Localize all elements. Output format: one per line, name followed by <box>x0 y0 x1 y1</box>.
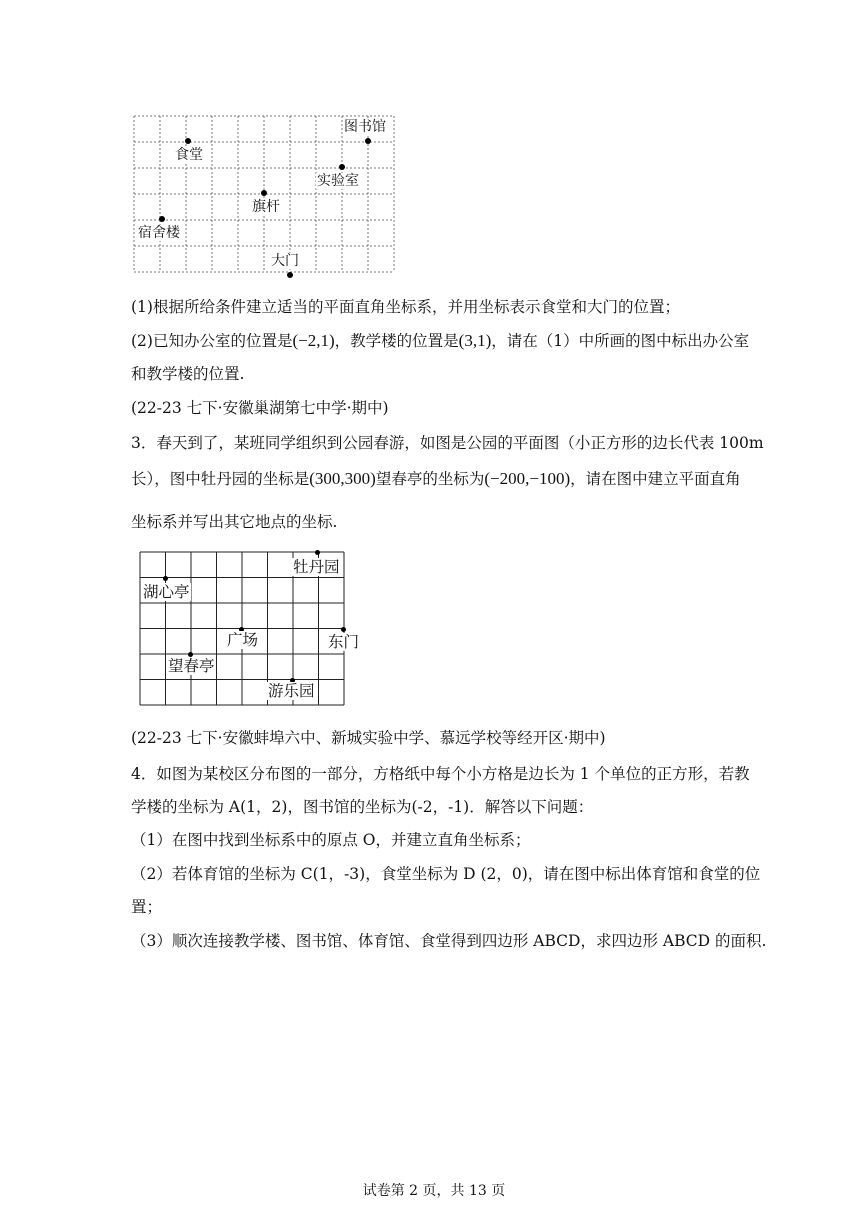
teaching-coord: (3,1) <box>458 331 492 350</box>
gate-point <box>287 272 293 278</box>
label-lake: 湖心亭 <box>143 583 190 601</box>
q3-line2-c: ，请在图中建立平面直角 <box>570 470 741 488</box>
q2-part2-a: (2)已知办公室的位置是 <box>131 332 293 350</box>
q2-part2-c: ，请在（1）中所画的图中标出办公室 <box>491 332 750 350</box>
label-pavilion: 望春亭 <box>168 657 215 675</box>
q4-line4: （2）若体育馆的坐标为 C(1，-3)，食堂坐标为 D (2，0)，请在图中标出体育馆和食堂的位 <box>131 865 761 883</box>
label-east-gate: 东门 <box>328 633 360 651</box>
q2-part1: (1)根据所给条件建立适当的平面直角坐标系，并用坐标表示食堂和大门的位置； <box>131 298 680 316</box>
label-library: 图书馆 <box>344 119 386 135</box>
library-point <box>365 138 371 144</box>
q3-line2-b: 望春亭的坐标为 <box>375 470 485 488</box>
q3-line1: 3．春天到了，某班同学组织到公园春游，如图是公园的平面图（小正方形的边长代表 100m <box>131 434 764 452</box>
label-park: 游乐园 <box>268 682 315 700</box>
q3-line2 <box>131 469 741 489</box>
q4-line5: 置； <box>131 898 163 916</box>
page-footer: 试卷第 2 页，共 13 页 <box>362 1183 506 1199</box>
dorm-point <box>159 216 165 222</box>
lake-point <box>163 576 168 581</box>
q2-part2-b: ，教学楼的位置是 <box>334 332 459 350</box>
label-peony: 牡丹园 <box>293 558 340 576</box>
peony-coord: (300,300) <box>309 469 376 488</box>
q3-line3: 坐标系并写出其它地点的坐标. <box>131 513 338 531</box>
label-lab: 实验室 <box>317 173 359 189</box>
q4-source: (22-23 七下·安徽蚌埠六中、新城实验中学、慕远学校等经开区·期中) <box>131 729 606 747</box>
q4-line3: （1）在图中找到坐标系中的原点 O，并建立直角坐标系； <box>131 831 531 849</box>
lab-point <box>339 164 345 170</box>
q2-part2-line1 <box>131 331 749 351</box>
q3-line2-a: 长），图中牡丹园的坐标是 <box>131 470 310 488</box>
q4-line6: （3）顺次连接教学楼、图书馆、体育馆、食堂得到四边形 ABCD，求四边形 ABCD 的面积. <box>131 932 767 950</box>
q2-part2-line2: 和教学楼的位置. <box>131 365 245 383</box>
label-square: 广场 <box>227 631 259 649</box>
flagpole-point <box>261 190 267 196</box>
east-gate-point <box>341 627 346 632</box>
canteen-point <box>185 138 191 144</box>
q4-line1: 4．如图为某校区分布图的一部分，方格纸中每个小方格是边长为 1 个单位的正方形，若教 <box>131 765 750 783</box>
label-gate: 大门 <box>271 253 299 269</box>
label-dorm: 宿舍楼 <box>138 225 180 241</box>
label-canteen: 食堂 <box>175 147 203 163</box>
q3-source: (22-23 七下·安徽巢湖第七中学·期中) <box>131 399 389 417</box>
pavilion-coord: (−200,−100) <box>484 469 571 488</box>
q4-line2: 学楼的坐标为 A(1，2)，图书馆的坐标为(-2，-1)．解答以下问题： <box>131 798 594 816</box>
peony-point <box>315 550 320 555</box>
office-coord: (−2,1) <box>292 331 335 350</box>
label-flagpole: 旗杆 <box>252 199 280 215</box>
